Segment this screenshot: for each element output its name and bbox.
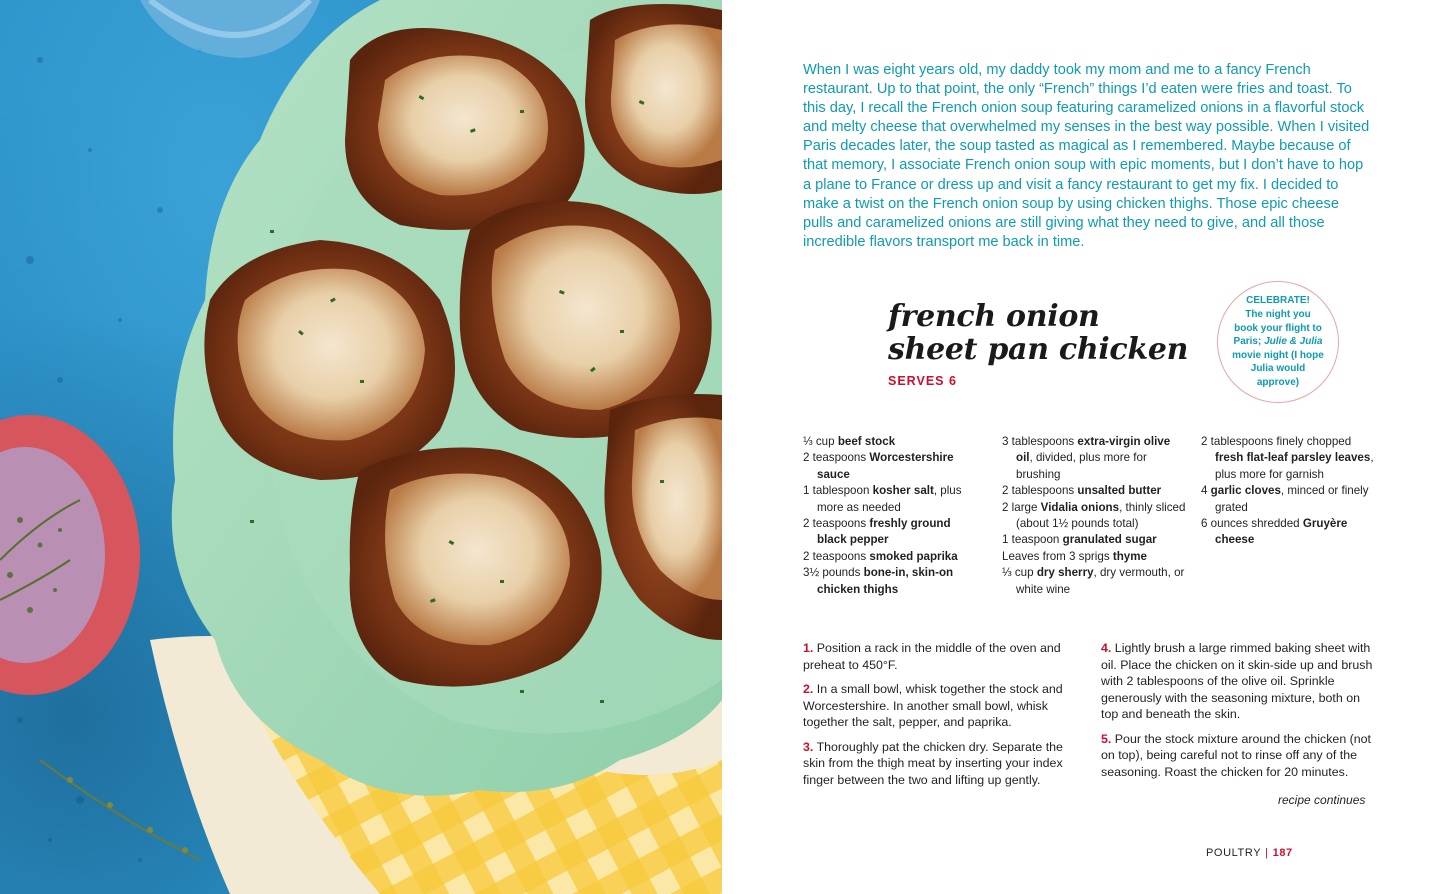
- celebrate-heading: CELEBRATE!: [1246, 295, 1310, 307]
- step-number: 2.: [803, 682, 814, 696]
- ingredient-name: beef stock: [837, 435, 896, 448]
- step-text: Pour the stock mixture around the chicken (not on top), being careful not to rinse off any of the seasoning. Roast the chicken for 20 minutes.: [1101, 731, 1372, 779]
- method-step: [803, 681, 1075, 731]
- celebrate-text-after: movie night (I hope Julia would approve): [1232, 349, 1324, 388]
- ingredient-quantity: 2 teaspoons: [803, 451, 870, 465]
- ingredient-item: [1201, 516, 1377, 549]
- method-step: [803, 640, 1075, 673]
- ingredient-quantity: 1 tablespoon: [803, 484, 873, 498]
- ingredient-note: , thinly sliced (about 1½ pounds total): [1016, 500, 1186, 531]
- ingredient-item: [1201, 434, 1377, 483]
- steps-left-column: [803, 640, 1075, 796]
- ingredient-name: extra-virgin olive oil: [1016, 435, 1171, 465]
- recipe-title: [888, 300, 1188, 366]
- ingredient-note: , plus more as needed: [817, 484, 962, 514]
- recipe-continues-note: recipe continues: [1278, 793, 1366, 807]
- intro-paragraph: When I was eight years old, my daddy took my mom and me to a fancy French restaurant. Up to that point, the only “French” things I’d eaten were fries and toast. To this day, I recall the French onion soup featuring caramelized onions in a flavorful stock and melty cheese that overwhelmed my senses in the best way possible. When I visited Paris decades later, the soup tasted as magical as I remembered. Maybe because of that memory, I associate French onion soup with epic moments, but I don’t have to hop a plane to France or dress up and visit a fancy restaurant to get my fix. I decided to make a twist on the French onion soup by using chicken thighs. Those epic cheese pulls and caramelized onions are still giving what they need to give, and all those incredible flavors transport me back in time.: [803, 62, 1370, 250]
- ingredient-item: [1002, 565, 1186, 598]
- ingredient-item: [1002, 532, 1186, 548]
- ingredient-name: Worcestershire sauce: [817, 451, 954, 481]
- ingredient-quantity: 2 tablespoons finely chopped: [1201, 435, 1352, 448]
- step-text: In a small bowl, whisk together the stock and Worcestershire. In another small bowl, whisk together the salt, pepper, and paprika.: [803, 682, 1063, 729]
- ingredient-name: thyme: [1112, 549, 1147, 563]
- ingredient-name: fresh flat-leaf parsley leaves: [1215, 451, 1371, 465]
- ingredient-name: Vidalia onions: [1040, 500, 1120, 514]
- ingredient-quantity: 2 teaspoons: [803, 549, 870, 563]
- celebrate-badge: [1217, 281, 1339, 403]
- ingredient-item: [803, 483, 981, 516]
- method-step: [1101, 640, 1373, 723]
- recipe-title-line1: french onion: [888, 299, 1100, 334]
- ingredient-item: [803, 516, 981, 549]
- ingredient-item: [803, 450, 981, 483]
- food-photo-illustration: [0, 0, 722, 894]
- method-step: [803, 739, 1075, 789]
- ingredient-name: Gruyère cheese: [1215, 517, 1348, 547]
- ingredient-note: , dry vermouth, or white wine: [1016, 566, 1185, 596]
- footer-separator: |: [1265, 847, 1269, 859]
- step-number: 4.: [1101, 641, 1112, 655]
- ingredient-quantity: 6 ounces shredded: [1201, 517, 1303, 531]
- step-text: Position a rack in the middle of the oven and preheat to 450°F.: [803, 641, 1061, 672]
- method-step: [1101, 731, 1373, 781]
- ingredient-quantity: 2 tablespoons: [1002, 484, 1078, 498]
- ingredient-note: , divided, plus more for brushing: [1016, 451, 1147, 481]
- page-number: 187: [1272, 847, 1293, 859]
- ingredient-name: granulated sugar: [1062, 533, 1157, 547]
- celebrate-text: [1232, 308, 1324, 390]
- ingredient-quantity: 3½ pounds: [803, 566, 864, 580]
- ingredient-name: smoked paprika: [869, 549, 958, 563]
- ingredient-note: , minced or finely grated: [1215, 484, 1369, 514]
- ingredient-name: dry sherry: [1036, 566, 1094, 580]
- food-photo: [0, 0, 722, 894]
- recipe-title-line2: sheet pan chicken: [888, 332, 1189, 367]
- ingredient-item: [1002, 483, 1186, 499]
- ingredient-name: kosher salt: [872, 484, 934, 498]
- steps-right-column: [1101, 640, 1373, 788]
- ingredients-column-2: [1002, 434, 1186, 598]
- ingredient-name: unsalted butter: [1077, 484, 1162, 498]
- step-number: 3.: [803, 739, 814, 754]
- ingredient-name: bone-in, skin-on chicken thighs: [817, 566, 954, 596]
- step-text: Thoroughly pat the chicken dry. Separate the skin from the thigh meat by inserting your index finger between the two and lifting up gently.: [803, 739, 1063, 787]
- serves-label: SERVES 6: [888, 374, 957, 388]
- ingredient-quantity: 1 teaspoon: [1002, 533, 1063, 547]
- ingredient-name: garlic cloves: [1210, 484, 1281, 498]
- ingredient-item: [1201, 483, 1377, 516]
- celebrate-text-before: The night you book your flight to Paris;: [1233, 309, 1322, 348]
- ingredient-quantity: 2 teaspoons: [803, 517, 870, 531]
- ingredients-column-1: [803, 434, 981, 598]
- ingredient-quantity: 4: [1201, 484, 1211, 498]
- ingredient-quantity: 2 large: [1002, 500, 1041, 514]
- ingredient-quantity: ⅓ cup: [803, 435, 838, 448]
- step-text: Lightly brush a large rimmed baking sheet with oil. Place the chicken on it skin-side up and brush with 2 tablespoons of the olive oil. Sprinkle generously with the seasoning mixture, both on top and beneath the skin.: [1101, 641, 1373, 721]
- ingredients-column-3: [1201, 434, 1377, 549]
- ingredient-item: [1002, 434, 1186, 483]
- ingredient-item: [803, 434, 981, 450]
- ingredient-item: [803, 565, 981, 598]
- ingredient-name: freshly ground black pepper: [817, 517, 951, 547]
- step-number: 1.: [803, 641, 814, 655]
- ingredient-quantity: Leaves from 3 sprigs: [1002, 549, 1113, 563]
- ingredient-quantity: 3 tablespoons: [1002, 435, 1078, 448]
- page-footer: [1206, 847, 1293, 859]
- ingredient-item: [1002, 500, 1186, 533]
- ingredient-note: , plus more for garnish: [1215, 451, 1374, 481]
- celebrate-text-movie: Julie & Julia: [1264, 336, 1323, 348]
- ingredient-item: [1002, 549, 1186, 565]
- footer-section: POULTRY: [1206, 847, 1262, 859]
- ingredient-quantity: ⅓ cup: [1002, 566, 1037, 580]
- step-number: 5.: [1101, 731, 1112, 746]
- ingredient-item: [803, 549, 981, 565]
